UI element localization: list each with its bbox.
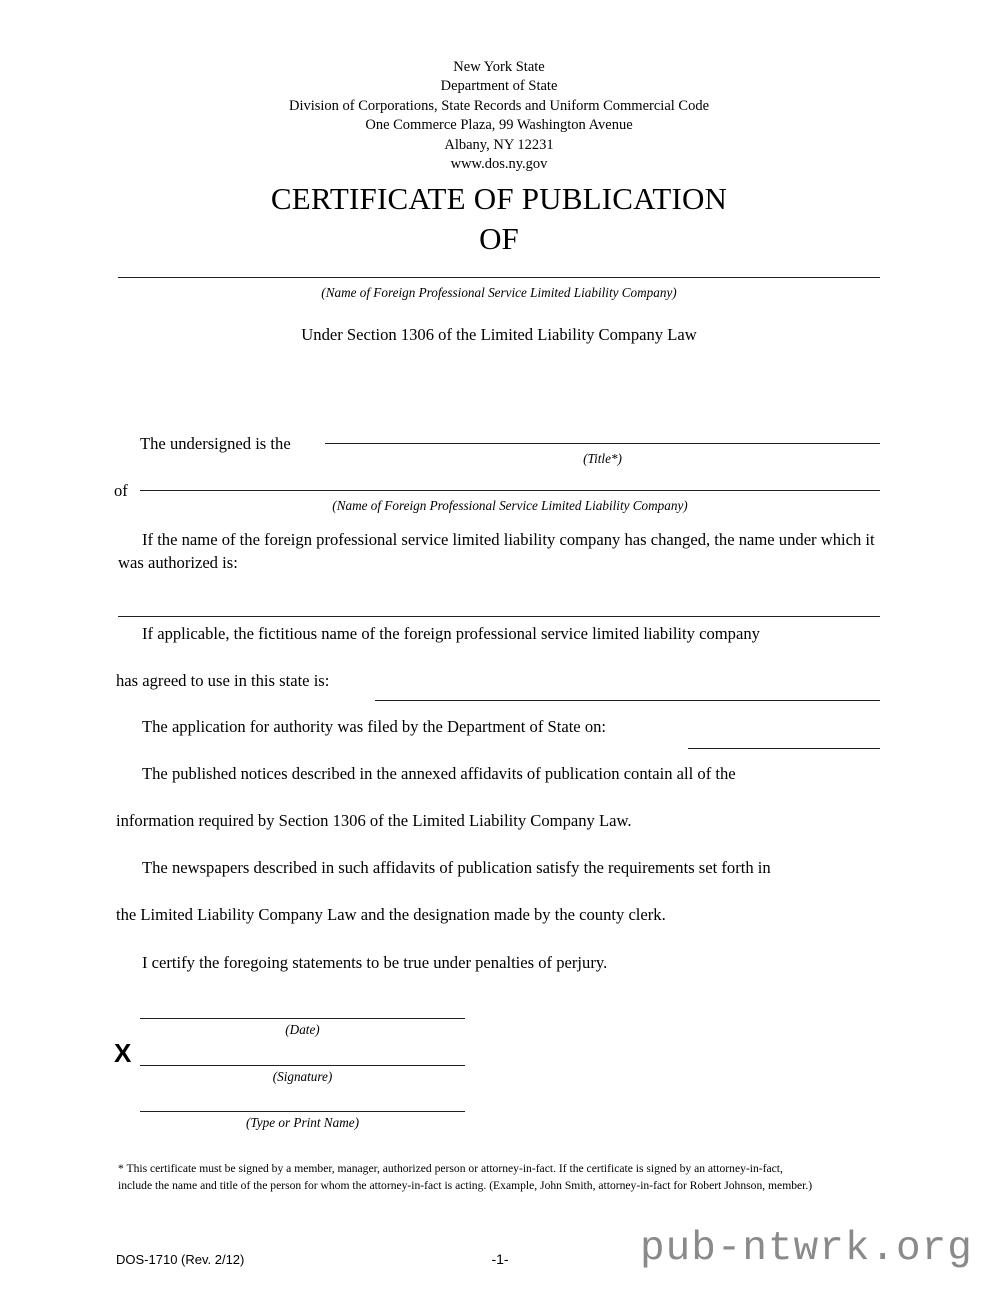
paragraph-newspapers-line-1: The newspapers described in such affidavits of publication satisfy the requirements set forth in: [142, 858, 771, 877]
agency-header-line-4: One Commerce Plaza, 99 Washington Avenue: [365, 117, 633, 134]
page-number: -1-: [491, 1251, 509, 1267]
undersigned-lead-text: The undersigned is the: [140, 434, 291, 453]
agency-header: [0, 58, 998, 174]
form-number: DOS-1710 (Rev. 2/12): [116, 1252, 245, 1267]
paragraph-published-notices-line-1: The published notices described in the annexed affidavits of publication contain all of the: [142, 764, 736, 783]
print-name-blank-line[interactable]: [140, 1111, 465, 1112]
paragraph-name-changed: If the name of the foreign professional service limited liability company has changed, the name under which it was authorized is:: [118, 530, 875, 572]
paragraph-newspapers-line-2: the Limited Liability Company Law and the designation made by the county clerk.: [116, 905, 666, 924]
paragraph-fictitious-name-line-1: If applicable, the fictitious name of the foreign professional service limited liability company: [142, 624, 760, 643]
paragraph-published-notices-line-2: information required by Section 1306 of the Limited Liability Company Law.: [116, 811, 632, 830]
signature-blank-line[interactable]: [140, 1065, 465, 1066]
footnote-line-1: * This certificate must be signed by a member, manager, authorized person or attorney-in-fact. If the certificate is signed by an attorney-in-fact,: [118, 1162, 783, 1175]
signature-caption: (Signature): [272, 1069, 333, 1084]
fictitious-name-blank-line[interactable]: [375, 700, 880, 701]
date-blank-line[interactable]: [140, 1018, 465, 1019]
statute-reference: Under Section 1306 of the Limited Liability Company Law: [301, 325, 697, 344]
agency-header-line-3: Division of Corporations, State Records and Uniform Commercial Code: [288, 97, 710, 114]
undersigned-company-blank-line[interactable]: [140, 490, 880, 491]
company-name-caption: (Name of Foreign Professional Service Limited Liability Company): [321, 285, 677, 300]
paragraph-certify: I certify the foregoing statements to be true under penalties of perjury.: [142, 953, 608, 972]
watermark: pub-ntwrk.org: [640, 1226, 973, 1272]
paragraph-fictitious-name-line-2: has agreed to use in this state is:: [116, 671, 330, 690]
signature-x-mark: X: [114, 1038, 132, 1068]
agency-header-line-1: New York State: [453, 59, 545, 75]
agency-website: www.dos.ny.gov: [450, 156, 548, 173]
page-title: CERTIFICATE OF PUBLICATION: [270, 181, 728, 216]
filing-date-blank-line[interactable]: [688, 748, 880, 749]
print-name-caption: (Type or Print Name): [246, 1115, 359, 1130]
footnote-line-2: include the name and title of the person for whom the attorney-in-fact is acting. (Example, John Smith, attorney-in-fact for Robert Johnson, member.): [118, 1179, 813, 1192]
agency-header-line-5: Albany, NY 12231: [444, 136, 554, 153]
paragraph-application-filed: The application for authority was filed by the Department of State on:: [142, 717, 607, 736]
title-blank-line[interactable]: [325, 443, 880, 444]
undersigned-of-text: of: [114, 481, 128, 500]
date-caption: (Date): [285, 1022, 320, 1037]
company-name-blank-line[interactable]: [118, 277, 880, 278]
prior-name-blank-line[interactable]: [118, 616, 880, 617]
undersigned-company-caption: (Name of Foreign Professional Service Limited Liability Company): [332, 498, 688, 513]
page-title-of: OF: [479, 221, 519, 256]
agency-header-line-2: Department of State: [440, 78, 558, 95]
title-caption: (Title*): [583, 451, 622, 466]
